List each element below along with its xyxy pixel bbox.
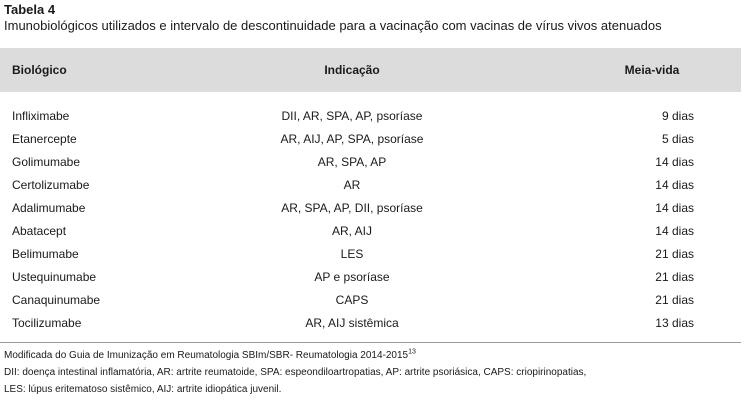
table-row: [0, 269, 741, 292]
cell-indicacao: AR, AIJ sistêmica: [305, 316, 399, 330]
cell-indicacao: LES: [340, 247, 364, 261]
table-row: [0, 246, 741, 269]
header-indicacao: Indicação: [324, 63, 380, 77]
table-row: [0, 108, 741, 131]
cell-meia-vida: 14 dias: [655, 155, 694, 169]
cell-meia-vida: 14 dias: [655, 201, 694, 215]
cell-biologico: Belimumabe: [12, 247, 79, 261]
cell-indicacao: AR, SPA, AP: [317, 155, 387, 169]
table-row: [0, 292, 741, 315]
cell-meia-vida: 21 dias: [655, 247, 694, 261]
footnote-abbreviations-1: DII: doença intestinal inflamatória, AR: artrite reumatoide, SPA: espeondiloartropatias, AP: artrite psoriásica, CAPS: criopirinopatias,: [4, 367, 587, 378]
table-row: [0, 154, 741, 177]
header-meia-vida: Meia-vida: [624, 63, 680, 77]
cell-biologico: Adalimumabe: [12, 201, 86, 215]
cell-meia-vida: 9 dias: [661, 109, 694, 123]
cell-indicacao: CAPS: [335, 293, 369, 307]
table-bottom-rule: [0, 342, 741, 343]
cell-biologico: Canaquinumabe: [12, 293, 101, 307]
cell-indicacao: AR, AIJ, AP, SPA, psoríase: [280, 132, 424, 146]
cell-indicacao: AP e psoríase: [314, 270, 390, 284]
cell-indicacao: AR: [343, 178, 361, 192]
table-caption: Imunobiológicos utilizados e intervalo de descontinuidade para a vacinação com vacinas de vírus vivos atenuados: [4, 18, 662, 33]
table-row: [0, 131, 741, 154]
footnote-source-reference: 13: [408, 348, 416, 356]
cell-biologico: Ustequinumabe: [12, 270, 97, 284]
cell-biologico: Infliximabe: [12, 109, 70, 123]
table-row: [0, 223, 741, 246]
cell-meia-vida: 13 dias: [655, 316, 694, 330]
cell-meia-vida: 5 dias: [661, 132, 694, 146]
cell-biologico: Golimumabe: [12, 155, 81, 169]
cell-biologico: Etanercepte: [12, 132, 77, 146]
cell-indicacao: AR, SPA, AP, DII, psoríase: [281, 201, 423, 215]
table-row: [0, 315, 741, 338]
cell-meia-vida: 14 dias: [655, 178, 694, 192]
cell-meia-vida: 21 dias: [655, 293, 694, 307]
cell-biologico: Abatacept: [12, 224, 67, 238]
cell-indicacao: DII, AR, SPA, AP, psoríase: [281, 109, 423, 123]
cell-biologico: Tocilizumabe: [12, 316, 82, 330]
cell-indicacao: AR, AIJ: [331, 224, 372, 238]
footnote-abbreviations-2: LES: lúpus eritematoso sistêmico, AIJ: artrite idiopática juvenil.: [4, 384, 282, 395]
cell-meia-vida: 14 dias: [655, 224, 694, 238]
cell-meia-vida: 21 dias: [655, 270, 694, 284]
footnote-source-text: Modificada do Guia de Imunização em Reumatologia SBIm/SBR- Reumatologia 2014-2015: [4, 350, 409, 361]
table-row: [0, 200, 741, 223]
table-row: [0, 177, 741, 200]
table-title: Tabela 4: [4, 2, 56, 17]
header-biologico: Biológico: [12, 63, 67, 77]
footnote-source: [4, 349, 416, 362]
cell-biologico: Certolizumabe: [12, 178, 90, 192]
